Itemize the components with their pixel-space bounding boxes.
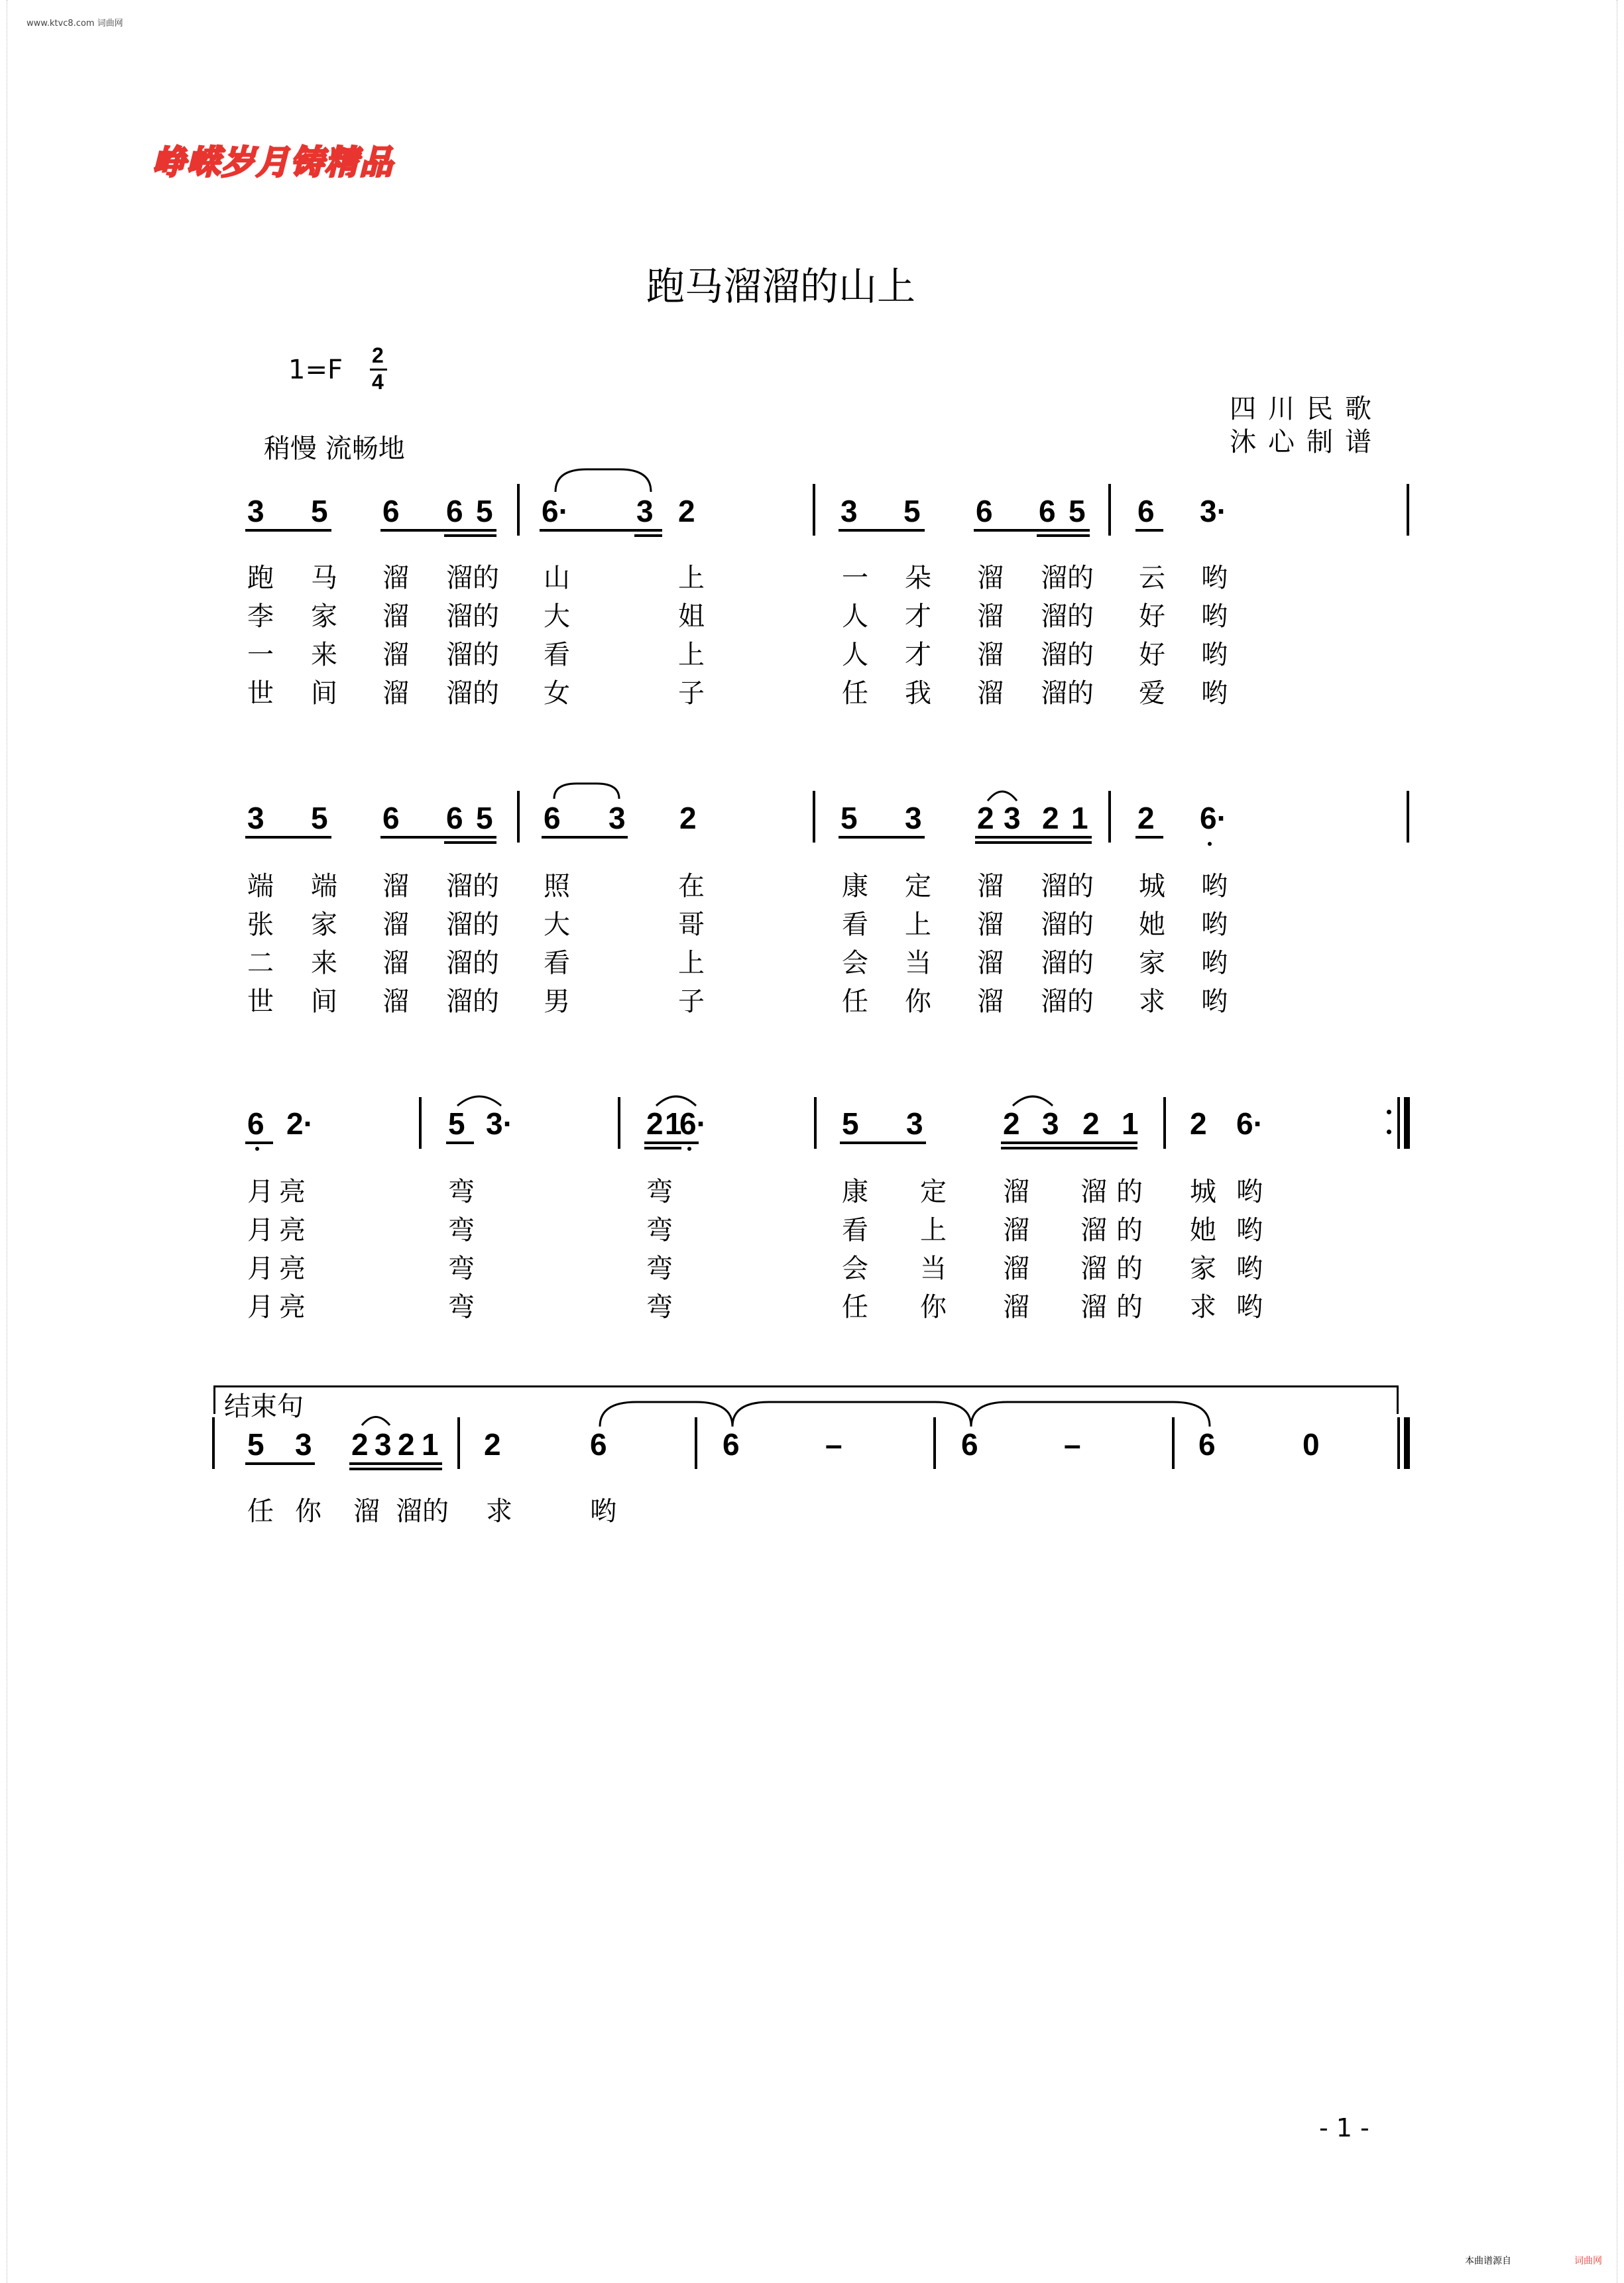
lyric: 溜的 <box>446 678 499 709</box>
lyric: 溜 <box>977 986 1004 1017</box>
lyric: 哟 <box>1236 1254 1263 1284</box>
lyric: 溜 <box>977 909 1004 940</box>
lyric: 当 <box>905 948 931 978</box>
barline <box>1172 1417 1175 1469</box>
lyric: 月亮 <box>247 1292 311 1322</box>
underline <box>1001 1147 1137 1149</box>
note: 5 <box>476 801 493 835</box>
underline <box>975 836 1092 839</box>
underline <box>540 529 662 532</box>
key-signature: 1=F <box>288 355 343 385</box>
lyric: 求 <box>1190 1292 1216 1322</box>
lyric: 溜的 <box>446 986 499 1017</box>
note: 2 <box>1003 1106 1020 1141</box>
note: 3 <box>906 1106 923 1141</box>
note: 3 <box>1042 1106 1059 1141</box>
lyric: 家 <box>311 601 337 632</box>
lyric: 看 <box>544 948 570 978</box>
lyric: 子 <box>678 986 705 1017</box>
note: 2 <box>484 1427 501 1462</box>
underline <box>975 841 1092 844</box>
note: 6· <box>1236 1106 1263 1141</box>
lyric: 溜 <box>1003 1177 1029 1207</box>
lyric: 溜 <box>382 640 409 670</box>
lyric: 溜的 <box>1041 986 1094 1017</box>
lyric: 跑 <box>247 563 274 593</box>
lyric: 好 <box>1139 601 1165 632</box>
lyric: 溜的 <box>1041 563 1094 593</box>
underline <box>839 836 925 839</box>
lyric: 李 <box>247 601 274 632</box>
note: 1 <box>422 1427 439 1462</box>
lyric: 哟 <box>1201 871 1228 902</box>
lyric: 爱 <box>1139 678 1165 709</box>
barline <box>517 484 520 536</box>
lyric: 人 <box>842 601 868 632</box>
time-sig-bottom: 4 <box>372 370 384 394</box>
underline <box>1037 534 1090 537</box>
lyric: 人 <box>842 640 868 670</box>
footer-site: 词曲网 <box>1574 2256 1602 2266</box>
note: 5 <box>842 1106 859 1141</box>
note: – <box>825 1427 842 1462</box>
lyric: 哟 <box>1201 640 1228 670</box>
note: 3 <box>841 494 858 528</box>
note: 3· <box>486 1106 513 1141</box>
barline <box>618 1097 620 1149</box>
lyric: 一 <box>842 563 868 593</box>
note: 6 <box>590 1427 607 1462</box>
note: 3 <box>295 1427 312 1462</box>
lyric: 我 <box>905 678 931 709</box>
ending-bracket <box>213 1385 1399 1414</box>
lyric: 子 <box>678 678 705 709</box>
lyric: 溜的 <box>446 909 499 940</box>
note: 5 <box>247 1427 264 1462</box>
underline <box>644 1142 699 1144</box>
barline <box>1397 1417 1400 1469</box>
lyric: 溜的 <box>446 601 499 632</box>
lyric: 来 <box>311 948 337 978</box>
lyric: 溜 <box>977 563 1004 593</box>
lyric: 定 <box>920 1177 947 1207</box>
lyric: 溜的 <box>1041 948 1094 978</box>
barline <box>517 791 520 843</box>
lyric: 哟 <box>1201 678 1228 709</box>
note: 2 <box>678 494 695 528</box>
lyric: 定 <box>905 871 931 902</box>
repeat-dot <box>1387 1110 1391 1114</box>
lyric: 在 <box>678 871 705 902</box>
note: 6· <box>1200 801 1227 835</box>
lyric: 你 <box>905 986 931 1017</box>
lyric: 端 <box>247 871 274 902</box>
lyric: 月亮 <box>247 1215 311 1246</box>
lyric: 上 <box>678 640 705 670</box>
lyric: 弯 <box>646 1254 673 1284</box>
note: 3 <box>247 801 264 835</box>
lyric: 马 <box>311 563 337 593</box>
lyric: 溜 <box>382 986 409 1017</box>
lyric: 任 <box>247 1496 274 1527</box>
lyric: 你 <box>295 1496 321 1527</box>
low-octave-dot <box>1208 842 1212 846</box>
lyric: 城 <box>1190 1177 1216 1207</box>
lyric: 照 <box>544 871 570 902</box>
page-number: - 1 - <box>1319 2113 1369 2142</box>
ending-label: 结束句 <box>224 1391 304 1422</box>
lyric: 溜的 <box>1041 678 1094 709</box>
lyric: 看 <box>842 909 868 940</box>
note: 6 <box>1198 1427 1216 1462</box>
time-sig-top: 2 <box>372 343 384 367</box>
lyric: 城 <box>1139 871 1165 902</box>
lyric: 看 <box>544 640 570 670</box>
underline <box>1135 529 1163 532</box>
note: 6 <box>976 494 993 528</box>
underline <box>349 1462 442 1465</box>
note: 2 <box>646 1106 664 1141</box>
lyric: 求 <box>486 1496 512 1527</box>
note: 6 <box>247 1106 264 1141</box>
note: 6 <box>382 494 400 528</box>
low-octave-dot <box>687 1147 691 1151</box>
lyric: 任 <box>842 678 868 709</box>
lyric: 朵 <box>905 563 931 593</box>
lyric: 哟 <box>1236 1215 1263 1246</box>
barline <box>419 1097 422 1149</box>
note: 2 <box>351 1427 369 1462</box>
lyric: 溜 <box>977 678 1004 709</box>
underline <box>1135 836 1163 839</box>
credit-arranger: 沐心制谱 <box>1230 427 1383 457</box>
lyric: 端 <box>311 871 337 902</box>
note: 2 <box>1042 801 1059 835</box>
lyric: 上 <box>905 909 931 940</box>
page-title: 跑马溜溜的山上 <box>646 264 916 309</box>
lyric: 溜的 <box>446 871 499 902</box>
note: 5 <box>903 494 921 528</box>
lyric: 任 <box>842 986 868 1017</box>
barline <box>1108 791 1111 843</box>
lyric: 哟 <box>1201 563 1228 593</box>
note: 5 <box>1069 494 1086 528</box>
lyric: 山 <box>544 563 570 593</box>
note: 3 <box>247 494 264 528</box>
note: 2 <box>398 1427 415 1462</box>
note: 5 <box>476 494 493 528</box>
lyric: 弯 <box>448 1292 475 1322</box>
lyric: 溜 <box>977 640 1004 670</box>
underline <box>380 529 496 532</box>
lyric: 溜的 <box>1080 1292 1152 1322</box>
lyric: 张 <box>247 909 274 940</box>
note: 6 <box>961 1427 978 1462</box>
lyric: 溜 <box>1003 1254 1029 1284</box>
note: 5 <box>311 801 328 835</box>
lyric: 家 <box>1190 1254 1216 1284</box>
note: 1 <box>665 1106 682 1141</box>
lyric: 大 <box>544 909 570 940</box>
note: 2· <box>286 1106 314 1141</box>
lyric: 哟 <box>1201 601 1228 632</box>
barline <box>1407 484 1409 536</box>
lyric: 间 <box>311 678 337 709</box>
lyric: 她 <box>1190 1215 1216 1246</box>
barline <box>457 1417 460 1469</box>
lyric: 弯 <box>448 1215 475 1246</box>
note: 1 <box>1122 1106 1139 1141</box>
note: 2 <box>679 801 697 835</box>
lyric: 世 <box>247 678 274 709</box>
lyric: 才 <box>905 601 931 632</box>
lyric: 溜 <box>977 601 1004 632</box>
underline <box>444 841 496 844</box>
lyric: 溜 <box>382 871 409 902</box>
lyric: 康 <box>842 1177 868 1207</box>
lyric: 哟 <box>1201 986 1228 1017</box>
barline <box>1397 1097 1400 1149</box>
lyric: 上 <box>920 1215 947 1246</box>
lyric: 月亮 <box>247 1254 311 1284</box>
lyric: 二 <box>247 948 274 978</box>
barline <box>814 1097 817 1149</box>
lyric: 间 <box>311 986 337 1017</box>
final-thick-bar <box>1404 1097 1410 1149</box>
lyric: 才 <box>905 640 931 670</box>
low-octave-dot <box>255 1147 259 1151</box>
note: 2 <box>977 801 994 835</box>
logo-text: 峥嵘岁月铸精品 <box>152 143 394 182</box>
lyric: 溜的 <box>396 1496 449 1527</box>
note: 3 <box>375 1427 392 1462</box>
lyric: 溜的 <box>1080 1254 1152 1284</box>
lyric: 溜 <box>977 871 1004 902</box>
lyric: 溜的 <box>1041 640 1094 670</box>
lyric: 弯 <box>646 1215 673 1246</box>
note: 3 <box>1004 801 1021 835</box>
lyric: 来 <box>311 640 337 670</box>
lyric: 溜 <box>977 948 1004 978</box>
lyric: 大 <box>544 601 570 632</box>
barline <box>695 1417 697 1469</box>
lyric: 溜 <box>382 563 409 593</box>
underline <box>444 534 496 537</box>
barline <box>1163 1097 1166 1149</box>
lyric: 好 <box>1139 640 1165 670</box>
lyric: 溜 <box>1003 1292 1029 1322</box>
underline <box>1001 1142 1137 1144</box>
lyric: 弯 <box>448 1254 475 1284</box>
lyric: 家 <box>311 909 337 940</box>
underline <box>349 1468 442 1470</box>
lyric: 溜的 <box>446 640 499 670</box>
lyric: 溜的 <box>1041 909 1094 940</box>
lyric: 任 <box>842 1292 868 1322</box>
lyric: 云 <box>1139 563 1165 593</box>
note: 6 <box>446 801 463 835</box>
lyric: 溜 <box>353 1496 380 1527</box>
note: 3· <box>1200 494 1227 528</box>
footer-source: 本曲谱源自 <box>1465 2256 1511 2266</box>
note: 6 <box>544 801 561 835</box>
note: 2 <box>1190 1106 1207 1141</box>
lyric: 看 <box>842 1215 868 1246</box>
underline <box>634 534 662 537</box>
lyric: 上 <box>678 563 705 593</box>
note: 6 <box>382 801 400 835</box>
lyric: 哟 <box>1236 1292 1263 1322</box>
note: 6 <box>723 1427 740 1462</box>
lyric: 一 <box>247 640 274 670</box>
note: 5 <box>841 801 858 835</box>
lyric: 家 <box>1139 948 1165 978</box>
lyric: 当 <box>920 1254 947 1284</box>
lyric: 世 <box>247 986 274 1017</box>
note: 0 <box>1303 1427 1320 1462</box>
lyric: 月亮 <box>247 1177 311 1207</box>
credit-origin: 四川民歌 <box>1230 394 1383 424</box>
underline <box>380 836 496 839</box>
lyric: 溜 <box>382 948 409 978</box>
repeat-dot <box>1387 1130 1391 1134</box>
lyric: 你 <box>920 1292 947 1322</box>
underline <box>245 1462 315 1465</box>
lyric: 溜 <box>382 678 409 709</box>
lyric: 会 <box>842 1254 868 1284</box>
note: 6 <box>1039 494 1056 528</box>
barline <box>813 484 815 536</box>
note: 6 <box>1137 494 1155 528</box>
barline <box>1407 791 1409 843</box>
note: 3 <box>609 801 626 835</box>
lyric: 溜 <box>382 909 409 940</box>
lyric: 溜 <box>382 601 409 632</box>
barline <box>1108 484 1111 536</box>
lyric: 她 <box>1139 909 1165 940</box>
lyric: 弯 <box>448 1177 475 1207</box>
lyric: 溜的 <box>1080 1215 1152 1246</box>
note: 5 <box>448 1106 465 1141</box>
note: 6· <box>679 1106 707 1141</box>
lyric: 康 <box>842 871 868 902</box>
lyric: 哟 <box>1201 948 1228 978</box>
lyric: 溜的 <box>1041 601 1094 632</box>
lyric: 上 <box>678 948 705 978</box>
note: – <box>1064 1427 1081 1462</box>
note: 2 <box>1137 801 1155 835</box>
note: 6 <box>446 494 463 528</box>
lyric: 哟 <box>1201 909 1228 940</box>
note: 3 <box>905 801 922 835</box>
lyric: 溜 <box>1003 1215 1029 1246</box>
underline <box>542 836 628 839</box>
underline <box>245 836 331 839</box>
barline <box>933 1417 936 1469</box>
barline <box>813 791 815 843</box>
lyric: 溜的 <box>1080 1177 1152 1207</box>
lyric: 姐 <box>678 601 705 632</box>
underline <box>245 529 331 532</box>
barline <box>212 1417 215 1469</box>
tempo-marking: 稍慢 流畅地 <box>264 434 405 464</box>
note: 1 <box>1071 801 1088 835</box>
lyric: 女 <box>544 678 570 709</box>
underline <box>840 1142 926 1144</box>
lyric: 溜的 <box>446 563 499 593</box>
note: 5 <box>311 494 328 528</box>
lyric: 弯 <box>646 1292 673 1322</box>
note: 6· <box>542 494 569 528</box>
lyric: 哥 <box>678 909 705 940</box>
site-header: www.ktvc8.com 词曲网 <box>27 19 123 29</box>
lyric: 男 <box>544 986 570 1017</box>
underline <box>974 529 1090 532</box>
underline <box>446 1142 474 1144</box>
underline <box>839 529 925 532</box>
lyric: 哟 <box>590 1496 616 1527</box>
lyric: 哟 <box>1236 1177 1263 1207</box>
lyric: 溜的 <box>446 948 499 978</box>
underline <box>644 1147 681 1149</box>
underline <box>245 1142 273 1144</box>
lyric: 溜的 <box>1041 871 1094 902</box>
lyric: 会 <box>842 948 868 978</box>
note: 2 <box>1082 1106 1100 1141</box>
lyric: 求 <box>1139 986 1165 1017</box>
note: 3 <box>636 494 654 528</box>
final-thick-bar <box>1404 1417 1410 1469</box>
lyric: 弯 <box>646 1177 673 1207</box>
